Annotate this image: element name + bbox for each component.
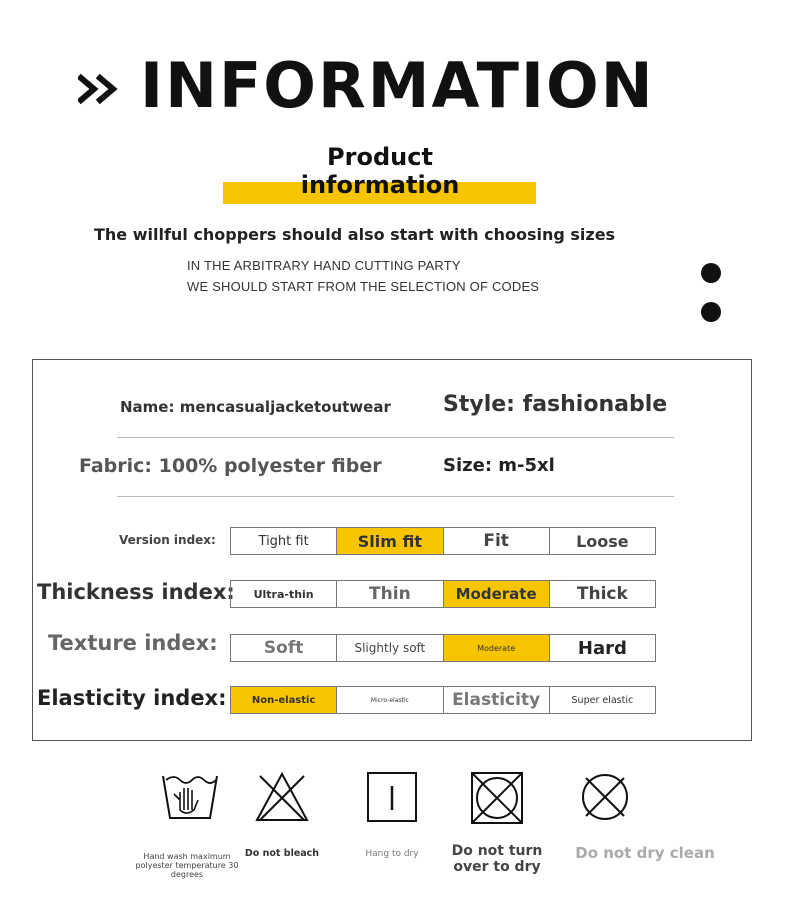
heading-line-2: information — [300, 171, 460, 199]
version-option-tight-fit: Tight fit — [231, 528, 337, 554]
hand-wash-label: Hand wash maximum polyester temperature 30 degrees — [135, 852, 239, 879]
elasticity-option-super-elastic: Super elastic — [571, 694, 634, 706]
version-option-fit: Fit — [444, 528, 550, 554]
elasticity-index-label: Elasticity index: — [37, 686, 227, 710]
elasticity-option-non-elastic: Non-elastic — [231, 687, 337, 713]
thickness-option-thin: Thin — [337, 581, 443, 607]
hang-dry-icon — [365, 770, 419, 824]
product-name: Name: mencasualjacketoutwear — [120, 398, 391, 416]
elasticity-index-scale — [230, 686, 656, 714]
caps-line-1: IN THE ARBITRARY HAND CUTTING PARTY — [187, 258, 461, 273]
no-dry-clean-label: Do not dry clean — [575, 844, 715, 862]
texture-option-slightly-soft: Slightly soft — [337, 635, 443, 661]
divider — [117, 496, 674, 497]
page-title: INFORMATION — [140, 49, 655, 122]
no-bleach-icon — [254, 770, 310, 824]
no-bleach-care — [222, 770, 342, 824]
hang-dry-care — [332, 770, 452, 824]
thickness-index-scale — [230, 580, 656, 608]
decorative-dot — [701, 263, 721, 283]
no-bleach-label: Do not bleach — [244, 848, 320, 859]
hang-dry-label: Hang to dry — [365, 849, 419, 859]
thickness-option-ultra-thin: Ultra-thin — [231, 581, 337, 607]
texture-option-moderate: Moderate — [444, 635, 550, 661]
double-chevron-right-icon — [78, 72, 122, 106]
divider — [117, 437, 674, 438]
no-tumble-dry-label: Do not turn over to dry — [451, 843, 543, 875]
version-index-label: Version index: — [119, 533, 216, 547]
thickness-option-thick: Thick — [576, 584, 628, 604]
decorative-dot — [701, 302, 721, 322]
thickness-index-label: Thickness index: — [37, 580, 235, 604]
texture-index-label: Texture index: — [48, 631, 218, 655]
version-option-loose: Loose — [576, 531, 629, 551]
no-tumble-dry-care — [437, 770, 557, 826]
tagline: The willful choppers should also start with choosing sizes — [94, 225, 616, 244]
product-fabric: Fabric: 100% polyester fiber — [79, 455, 382, 477]
elasticity-option-elasticity: Elasticity — [444, 687, 550, 713]
product-information-heading — [250, 143, 510, 199]
heading-line-1: Product — [327, 143, 433, 171]
no-dry-clean-icon — [578, 770, 632, 824]
product-style: Style: fashionable — [443, 392, 668, 417]
no-dry-clean-care — [545, 770, 665, 824]
version-option-slim-fit: Slim fit — [337, 528, 443, 554]
texture-option-soft: Soft — [231, 635, 337, 661]
thickness-option-moderate: Moderate — [444, 581, 550, 607]
product-size: Size: m-5xl — [443, 455, 555, 476]
elasticity-option-micro-elastic: Micro-elastic — [337, 687, 443, 713]
texture-index-scale — [230, 634, 656, 662]
no-tumble-dry-icon — [469, 770, 525, 826]
texture-option-hard: Hard — [577, 637, 627, 659]
version-index-scale — [230, 527, 656, 555]
hand-wash-icon — [160, 770, 220, 822]
caps-line-2: WE SHOULD START FROM THE SELECTION OF CODES — [187, 279, 540, 294]
